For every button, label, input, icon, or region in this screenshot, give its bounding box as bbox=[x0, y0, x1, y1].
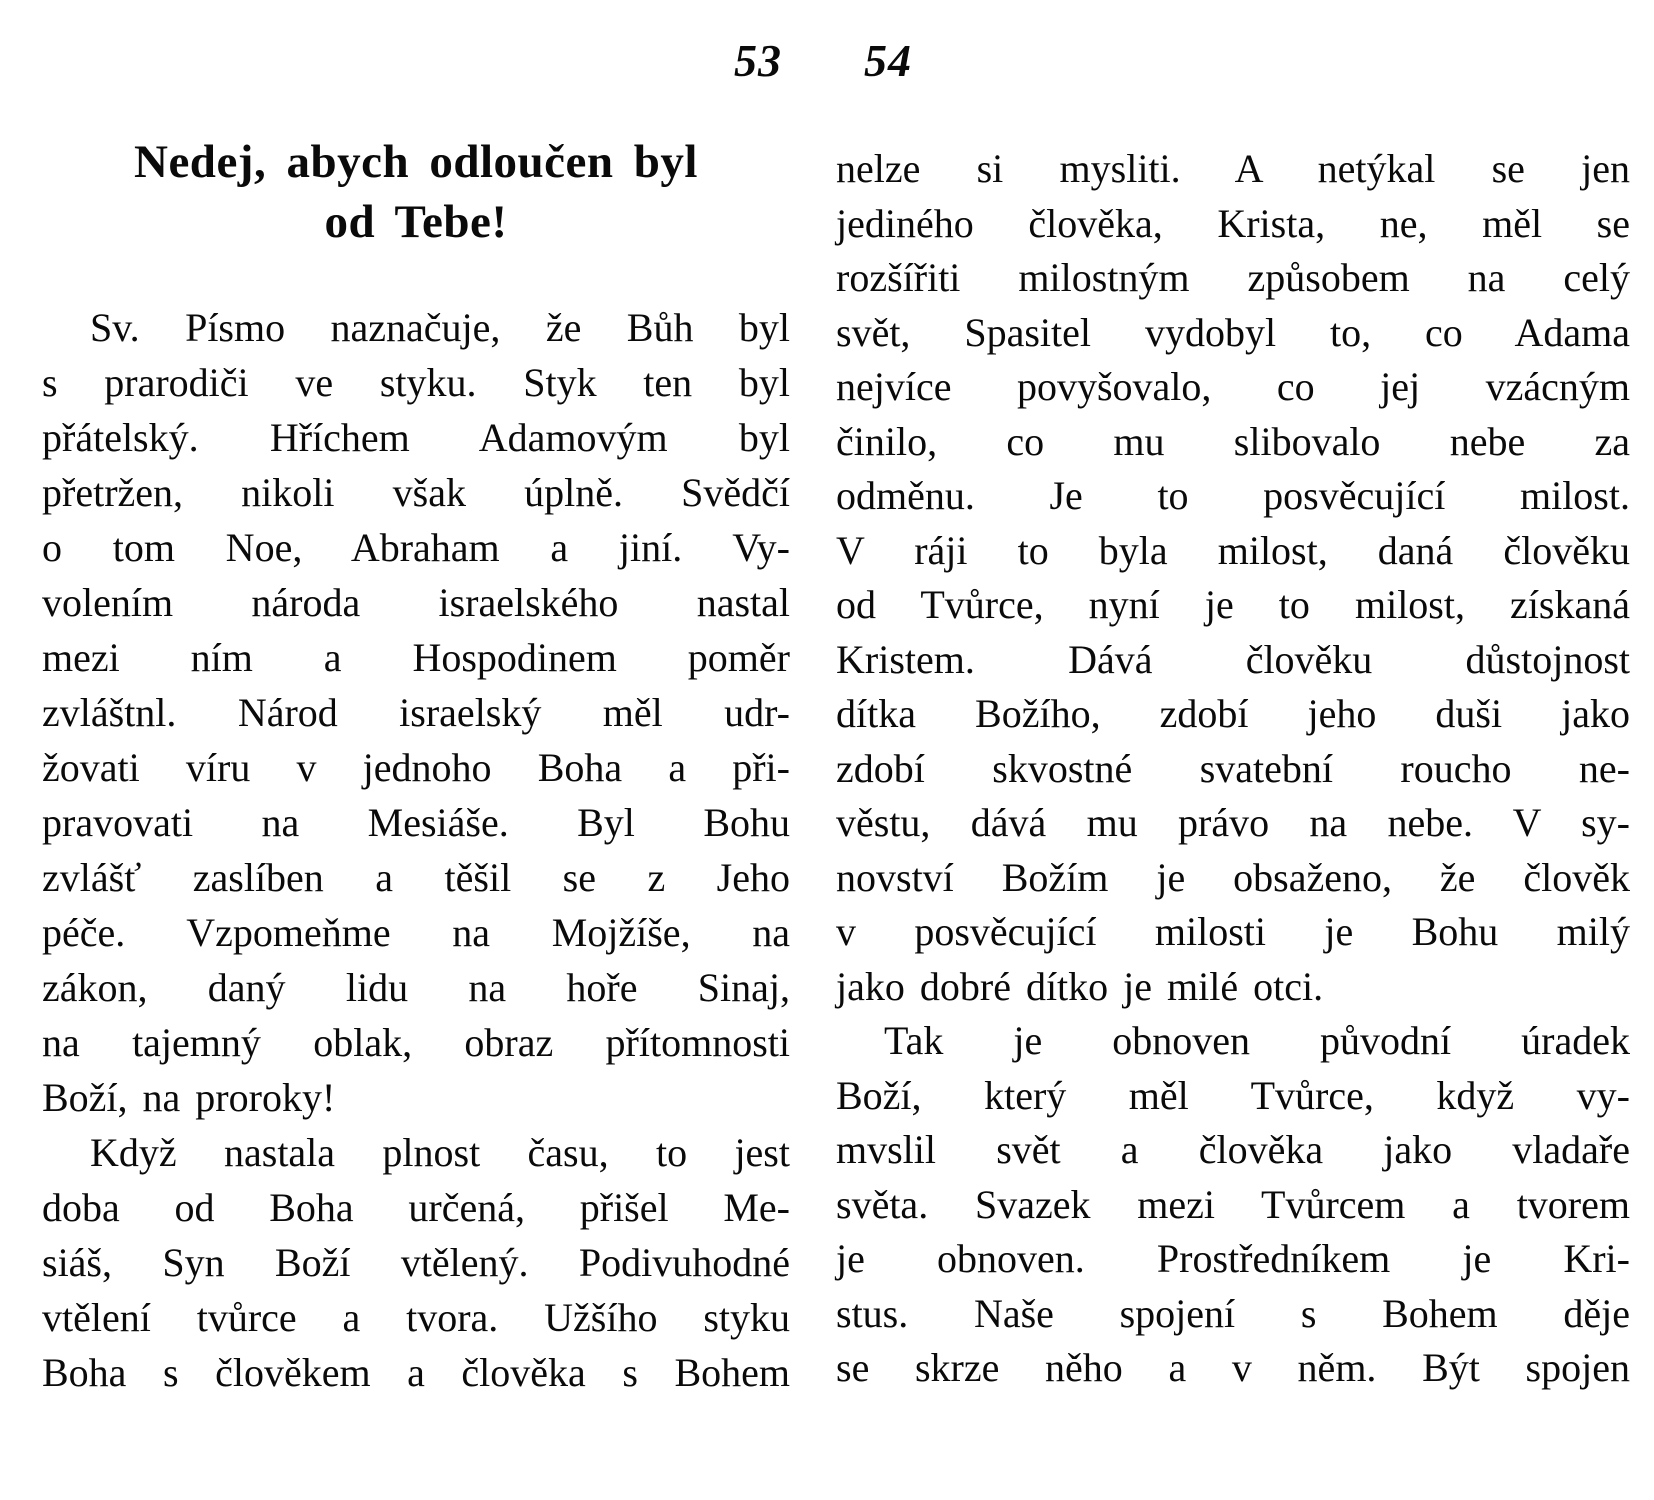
text-line: přetržen, nikoli však úplně. Svědčí bbox=[42, 470, 790, 515]
text-line: rozšířiti milostným způsobem na celý bbox=[836, 255, 1630, 300]
text-line: pravovati na Mesiáše. Byl Bohu bbox=[42, 800, 790, 845]
text-line: Když nastala plnost času, to jest bbox=[90, 1130, 790, 1175]
text-line: dítka Božího, zdobí jeho duši jako bbox=[836, 691, 1630, 736]
text-line: přátelský. Hříchem Adamovým byl bbox=[42, 415, 790, 460]
text-line: je obnoven. Prostředníkem je Kri- bbox=[836, 1236, 1630, 1281]
text-line: s prarodiči ve styku. Styk ten byl bbox=[42, 360, 790, 405]
text-line: péče. Vzpomeňme na Mojžíše, na bbox=[42, 910, 790, 955]
page-number-54: 54 bbox=[864, 35, 912, 86]
text-line: jako dobré dítko je milé otci. bbox=[836, 963, 1324, 1009]
text-line: jediného člověka, Krista, ne, měl se bbox=[836, 200, 1630, 246]
text-line: činilo, co mu slibovalo nebe za bbox=[836, 418, 1630, 464]
text-line: zdobí skvostné svatební roucho ne- bbox=[836, 745, 1630, 791]
text-line: Boha s člověkem a člověka s Bohem bbox=[42, 1350, 790, 1395]
text-line: od Tvůrce, nyní je to milost, získaná bbox=[836, 582, 1630, 627]
text-line: zvlášť zaslíben a těšil se z Jeho bbox=[42, 855, 790, 900]
text-line: Boží, na proroky! bbox=[42, 1075, 336, 1120]
text-line: Kristem. Dává člověku důstojnost bbox=[836, 636, 1630, 682]
heading-line-2: od Tebe! bbox=[324, 196, 508, 248]
heading-line-1: Nedej, abych odloučen byl bbox=[134, 136, 698, 188]
text-line: v posvěcující milosti je Bohu milý bbox=[836, 909, 1630, 954]
page-53-body bbox=[42, 300, 790, 1400]
text-line: vtělení tvůrce a tvora. Užšího styku bbox=[42, 1295, 790, 1340]
text-line: se skrze něho a v něm. Být spojen bbox=[836, 1345, 1630, 1390]
page-54-body bbox=[836, 142, 1630, 1396]
text-line: žovati víru v jednoho Boha a při- bbox=[42, 745, 790, 790]
text-line: Boží, který měl Tvůrce, když vy- bbox=[836, 1072, 1630, 1118]
text-line: svět, Spasitel vydobyl to, co Adama bbox=[836, 309, 1630, 355]
page-number-53: 53 bbox=[734, 35, 782, 86]
text-line: zákon, daný lidu na hoře Sinaj, bbox=[42, 965, 790, 1010]
text-line: V ráji to byla milost, daná člověku bbox=[836, 527, 1630, 573]
page-53-column bbox=[42, 132, 790, 1400]
text-line: věstu, dává mu právo na nebe. V sy- bbox=[836, 800, 1630, 845]
text-line: o tom Noe, Abraham a jiní. Vy- bbox=[42, 525, 790, 570]
text-line: volením národa israelského nastal bbox=[42, 580, 790, 625]
text-line: mezi ním a Hospodinem poměr bbox=[42, 635, 790, 680]
text-line: odměnu. Je to posvěcující milost. bbox=[836, 473, 1630, 518]
text-line: nejvíce povyšovalo, co jej vzácným bbox=[836, 364, 1630, 409]
text-line: stus. Naše spojení s Bohem děje bbox=[836, 1290, 1630, 1336]
text-line: novství Božím je obsaženo, že člověk bbox=[836, 854, 1630, 900]
text-line: mvslil svět a člověka jako vladaře bbox=[836, 1127, 1630, 1172]
section-heading bbox=[42, 132, 790, 252]
text-line: na tajemný oblak, obraz přítomnosti bbox=[42, 1020, 790, 1065]
text-line: nelze si mysliti. A netýkal se jen bbox=[836, 146, 1630, 191]
page-54-column bbox=[836, 142, 1630, 1396]
text-line: světa. Svazek mezi Tvůrcem a tvorem bbox=[836, 1181, 1630, 1227]
text-line: siáš, Syn Boží vtělený. Podivuhodné bbox=[42, 1240, 790, 1285]
text-line: Sv. Písmo naznačuje, že Bůh byl bbox=[90, 305, 790, 350]
text-line: zvláštnl. Národ israelský měl udr- bbox=[42, 690, 790, 735]
text-line: Tak je obnoven původní úradek bbox=[884, 1018, 1630, 1063]
text-line: doba od Boha určená, přišel Me- bbox=[42, 1185, 790, 1230]
